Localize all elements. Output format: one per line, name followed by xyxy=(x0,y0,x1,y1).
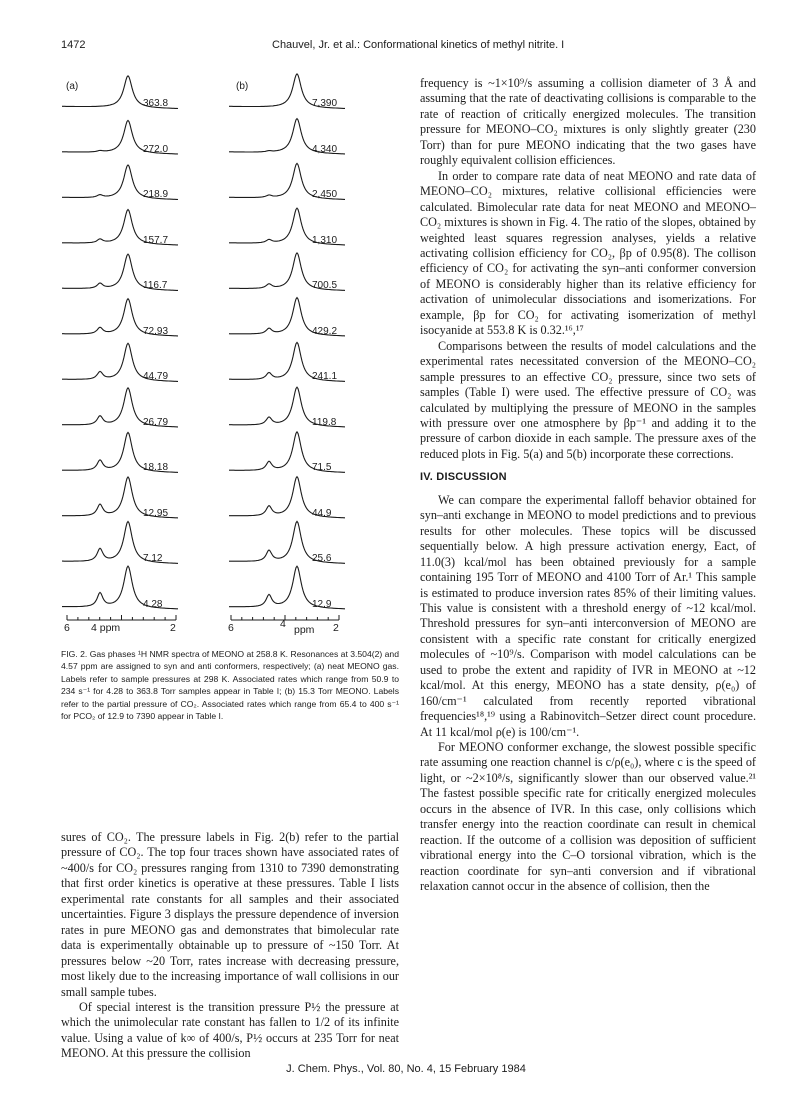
spectrum-label-b-4: 700.5 xyxy=(312,280,338,291)
spectrum-label-b-3: 1,310 xyxy=(312,234,338,246)
spectrum-label-b-5: 429.2 xyxy=(312,325,338,337)
spectrum-label-a-2: 218.9 xyxy=(143,189,169,200)
spectrum-label-a-4: 116.7 xyxy=(143,280,168,291)
right-paragraph-2: In order to compare rate data of neat MEONO and rate data of MEONO–CO₂ mixtures, relative collisional efficiencies were calculated. Bimolecular rate data for neat MEONO and MEONO–CO₂ mixtures is shown in Fig. 4. The ratio of the slopes, obtained by weighted least squares regression analyses, yields a relative activating collision efficiency for CO₂, βp of 0.95(8). The collison efficiency of CO₂ for activating the syn–anti conformer conversion of MEONO is considerably higher than its relative efficiency for activation of unimolecular dissociations and isomerizations. For example, βp for CO₂ for activating isomerization of methyl isocyanide at 553.8 K is 0.32.¹⁶,¹⁷ xyxy=(420,168,756,338)
spectrum-label-a-11: 4.28 xyxy=(143,598,163,610)
figure-caption: FIG. 2. Gas phases ¹H NMR spectra of MEONO at 258.8 K. Resonances at 3.504(2) and 4.57 ppm are assigned to syn and anti conformers, respectively; (a) neat MEONO gas. Labels refer to sample pressures at 298 K. Associated rates which range from 50.9 to 234 s⁻¹ for 4.28 to 363.8 Torr samples appear in Table I; (b) 15.3 Torr MEONO. Labels refer to the partial pressure of CO₂. Associated rates which range from 65.4 to 400 s⁻¹ for PCO₂ of 12.9 to 7390 appear in Table I. xyxy=(61,649,399,722)
panel-a-label: (a) xyxy=(66,81,79,92)
right-column xyxy=(420,76,756,895)
spectrum-label-a-3: 157.7 xyxy=(143,234,169,246)
spectrum-label-a-0: 363.8 xyxy=(143,98,169,109)
spectrum-label-a-6: 44.79 xyxy=(143,371,169,382)
panel-b-axis-left: 6 xyxy=(228,622,234,634)
left-column xyxy=(61,830,399,1062)
panel-a-axis-right: 2 xyxy=(170,622,176,634)
panel-a-axis-middle: 4 ppm xyxy=(91,622,121,634)
spectrum-label-a-5: 72.93 xyxy=(143,325,169,337)
panel-b-axis-right: 2 xyxy=(333,622,339,634)
right-paragraph-4: We can compare the experimental falloff behavior obtained for syn–anti exchange in MEONO to model predictions and to previous results for other molecules. These topics will be discussed sequentially below. A high pressure activation energy, Eact, of 11.0(3) kcal/mol has been obtained previously for a sample containing 195 Torr of MEONO and 4100 Torr of Ar.¹ This sample is estimated to produce inversion rates 85% of their limiting values. This value is consistent with a threshold energy of ~12 kcal/mol. Threshold pressures for syn–anti interconversion of MEONO are consistent with a specific rate constant for critically energized molecules of ~10⁹/s. Comparison with model calculations can be used to probe the extent and rapidity of IVR in MEONO at ~12 kcal/mol. At this energy, MEONO has a state density, ρ(e₀) of 160/cm⁻¹ calculated from recently reported vibrational frequencies¹⁸,¹⁹ using a Rabinovitch–Setzer direct count procedure. At 11 kcal/mol ρ(e) is 100/cm⁻¹. xyxy=(420,492,756,739)
spectrum-label-b-0: 7,390 xyxy=(312,98,338,109)
spectrum-label-a-8: 18.18 xyxy=(143,462,169,473)
spectrum-label-b-7: 119.8 xyxy=(312,416,337,428)
panel-b-label: (b) xyxy=(236,81,249,92)
running-head: Chauvel, Jr. et al.: Conformational kinetics of methyl nitrite. I xyxy=(272,39,565,51)
panel-b-axis-middle: 4 xyxy=(280,618,286,630)
right-paragraph-1: frequency is ~1×10⁹/s assuming a collision diameter of 3 Å and assuming that the rate of deactivating collisions is comparable to the rate of reaction of critically energized molecules. The transition pressure for MEONO–CO₂ mixtures is only slightly greater (230 Torr) than for pure MEONO indicating that the two gases have roughly equivalent collision efficiences. xyxy=(420,76,756,168)
right-paragraph-3: Comparisons between the results of model calculations and the experimental rates necessitated conversion of the MEONO–CO₂ sample pressures to an effective CO₂ pressure, since two sets of samples (Table I) were used. The effective pressure of CO₂ was calculated by multiplying the pressure of MEONO in the samples with pressure over one atmosphere by βp⁻¹ and adding it to the pressure of carbon dioxide in each sample. The pressure axes of the reduced plots in Fig. 5(a) and 5(b) incorporate these corrections. xyxy=(420,338,756,461)
spectrum-label-a-10: 7.12 xyxy=(143,553,163,564)
journal-footer: J. Chem. Phys., Vol. 80, No. 4, 15 February 1984 xyxy=(286,1063,526,1075)
spectrum-label-b-10: 25.6 xyxy=(312,553,332,564)
spectrum-label-a-1: 272.0 xyxy=(143,143,169,155)
spectrum-label-b-2: 2,450 xyxy=(312,189,338,200)
spectrum-label-b-6: 241.1 xyxy=(312,371,338,382)
spectrum-label-b-9: 44.9 xyxy=(312,507,332,519)
spectrum-label-b-11: 12.9 xyxy=(312,598,332,610)
spectrum-label-b-8: 71.5 xyxy=(312,462,332,473)
panel-b-axis-unit: ppm xyxy=(294,624,315,636)
spectrum-label-b-1: 4,340 xyxy=(312,143,338,155)
left-paragraph-1: sures of CO₂. The pressure labels in Fig. 2(b) refer to the partial pressure of CO₂. The top four traces shown have associated rates of ~400/s for CO₂ pressures ranging from 1310 to 7390 demonstrating that first order kinetics is operative at these pressures. Table I lists experimental rate constants for all samples and their associated uncertainties. Figure 3 displays the pressure dependence of inversion rates in pure MEONO gas and demonstrates that bimolecular rate data is experimentally obtainable up to pressure of ~150 Torr. At pressures below ~20 Torr, rates increase with decreasing pressure, most likely due to the increasing importance of wall collisions in our small sample tubes. xyxy=(61,830,399,999)
section-heading: IV. DISCUSSION xyxy=(420,471,507,484)
right-paragraph-5: For MEONO conformer exchange, the slowest possible specific rate assuming one reaction channel is c/ρ(e₀), where c is the speed of light, or ~2×10⁸/s, significantly slower than our observed value.²¹ The fastest possible specific rate for critically energized molecules occurs in the absence of IVR. In this case, only collisions which transfer energy into the reaction coordinate can result in chemical reaction. If the outcome of a collision was deposition of sufficient vibrational energy into the C–O torsional vibration, which is the reaction coordinate for syn–anti conversion and if vibrational relaxation cannot occur in the absence of collision, then the xyxy=(420,740,756,894)
left-paragraph-2: Of special interest is the transition pressure P½ the pressure at which the unimolecular rate constant has fallen to 1/2 of its infinite value. Using a value of k∞ of 400/s, P½ occurs at 235 Torr for neat MEONO. At this pressure the collision xyxy=(61,999,399,1061)
panel-a-axis-left: 6 xyxy=(64,622,70,634)
spectrum-label-a-7: 26.79 xyxy=(143,416,169,428)
page-number: 1472 xyxy=(61,39,86,51)
spectrum-label-a-9: 12.95 xyxy=(143,507,169,519)
